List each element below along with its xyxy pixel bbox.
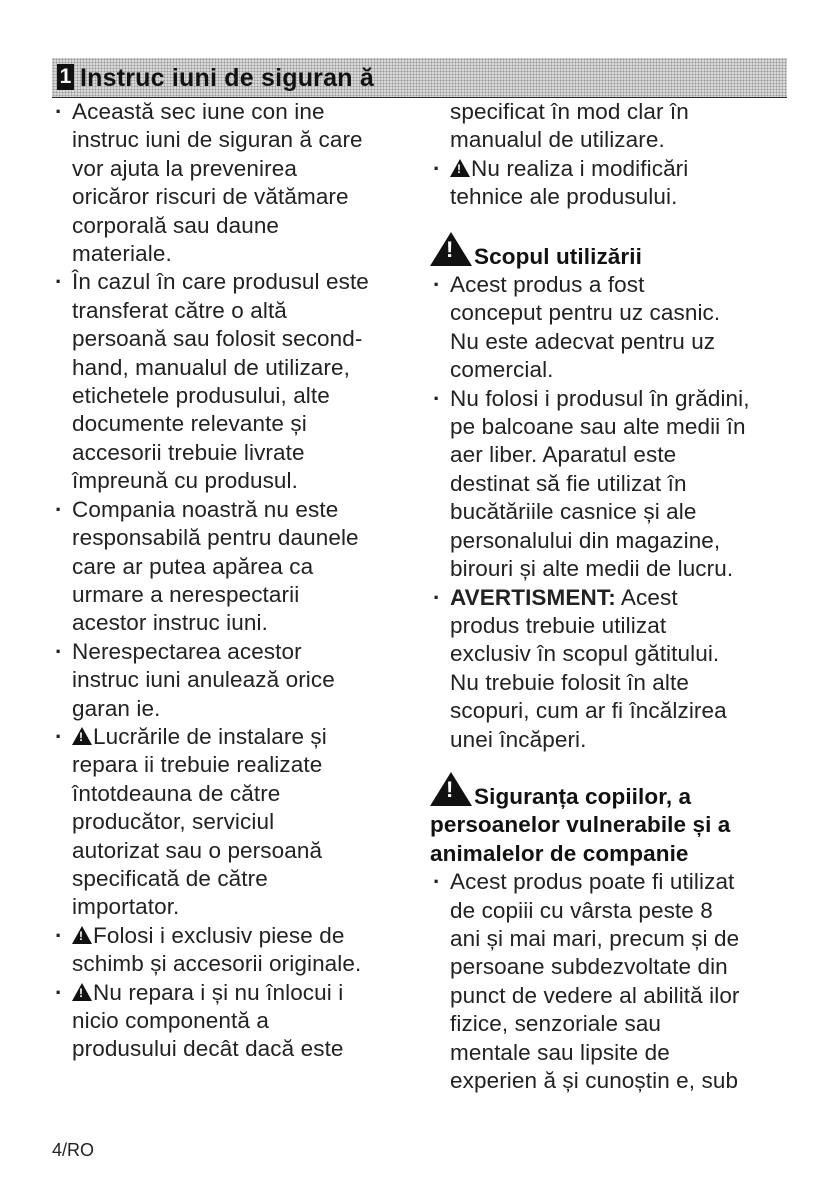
bullet-item xyxy=(52,979,412,1064)
section-title: Instruc iuni de siguran ă xyxy=(80,64,374,92)
bullet-line: unei încăperi. xyxy=(450,726,587,752)
bullet-line: punct de vedere al abilită ilor xyxy=(450,982,740,1008)
children-bullet-list xyxy=(430,868,790,1095)
bullet-line: fizice, senzoriale sau xyxy=(450,1011,662,1037)
bullet-item xyxy=(430,868,790,1095)
bullet-line: oricăror riscuri de vătămare xyxy=(72,184,349,210)
bullet-line: persoană sau folosit second- xyxy=(72,326,363,352)
bullet-line: Folosi i exclusiv piese de xyxy=(93,922,345,948)
subheading-line: persoanelor vulnerabile și a xyxy=(430,812,731,838)
warning-icon xyxy=(450,159,470,177)
bullet-line: experien ă și cunoștin e, sub xyxy=(450,1068,739,1093)
bullet-line: materiale. xyxy=(72,241,172,267)
bullet-line: specificată de către xyxy=(72,865,268,891)
bullet-line: comercial. xyxy=(450,357,554,383)
bullet-line: transferat către o altă xyxy=(72,297,287,323)
bullet-line: care ar putea apărea ca xyxy=(72,553,314,579)
page-number: 4/RO xyxy=(52,1140,95,1160)
bullet-line: Nu repara i și nu înlocui i xyxy=(93,979,344,1005)
bullet-item xyxy=(52,638,412,723)
warning-icon xyxy=(72,983,92,1001)
bullet-line: Acest xyxy=(615,584,678,610)
bullet-line: destinat să fie utilizat în xyxy=(450,470,687,496)
bullet-line: Nu folosi i produsul în grădini, xyxy=(450,385,750,411)
warning-label: AVERTISMENT: xyxy=(450,584,616,610)
continued-line: specificat în mod clar în xyxy=(450,99,689,124)
usage-bullet-list xyxy=(430,271,790,583)
bullet-line: întotdeauna de către xyxy=(72,780,281,806)
bullet-line: Acest produs poate fi utilizat xyxy=(450,869,735,895)
bullet-line: birouri și alte medii de lucru. xyxy=(450,556,734,582)
warning-icon xyxy=(430,232,472,266)
bullet-line: scopuri, cum ar fi încălzirea xyxy=(450,698,727,724)
bullet-line: împreună cu produsul. xyxy=(72,468,298,494)
subheading-children-safety xyxy=(430,772,790,868)
bullet-line: vor ajuta la prevenirea xyxy=(72,155,297,181)
bullet-line: importator. xyxy=(72,894,180,920)
bullet-line: conceput pentru uz casnic. xyxy=(450,300,721,326)
bullet-line: documente relevante și xyxy=(72,411,307,437)
right-list-top xyxy=(430,98,790,212)
bullet-line: schimb și accesorii originale. xyxy=(72,951,362,977)
bullet-item xyxy=(52,268,412,495)
continued-bullet xyxy=(430,98,790,155)
bullet-line: mentale sau lipsite de xyxy=(450,1039,670,1065)
bullet-item-modifications xyxy=(430,155,790,212)
bullet-line: accesorii trebuie livrate xyxy=(72,439,305,465)
subheading-text: Scopul utilizării xyxy=(474,243,642,269)
bullet-line: responsabilă pentru daunele xyxy=(72,525,359,551)
bullet-line: aer liber. Aparatul este xyxy=(450,442,677,468)
bullet-line: persoane subdezvoltate din xyxy=(450,954,728,980)
bullet-line: corporală sau daune xyxy=(72,212,280,238)
bullet-item xyxy=(52,98,412,268)
bullet-line: producător, serviciul xyxy=(72,809,275,835)
bullet-item xyxy=(52,496,412,638)
bullet-line: Acest produs a fost xyxy=(450,272,645,298)
bullet-line: bucătăriile casnice și ale xyxy=(450,499,697,525)
bullet-line: repara ii trebuie realizate xyxy=(72,752,323,778)
bullet-line: acestor instruc iuni. xyxy=(72,610,268,636)
bullet-item-warning xyxy=(430,584,790,754)
bullet-line: de copiii cu vârsta peste 8 xyxy=(450,897,713,923)
bullet-line: tehnice ale produsului. xyxy=(450,184,678,210)
warning-icon xyxy=(72,727,92,745)
subheading-line: animalelor de companie xyxy=(430,840,689,866)
bullet-line: ani și mai mari, precum și de xyxy=(450,925,740,951)
bullet-line: Nu este adecvat pentru uz xyxy=(450,328,716,354)
bullet-item xyxy=(52,723,412,922)
continued-line: manualul de utilizare. xyxy=(450,127,665,153)
bullet-line: hand, manualul de utilizare, xyxy=(72,354,350,380)
bullet-line: Nerespectarea acestor xyxy=(72,638,302,664)
bullet-line: personalului din magazine, xyxy=(450,527,721,553)
bullet-line: exclusiv în scopul gătitului. xyxy=(450,641,720,667)
bullet-line: instruc iuni de siguran ă care xyxy=(72,127,363,153)
subheading-line: Siguranța copiilor, a xyxy=(474,783,692,809)
right-column xyxy=(430,98,790,1095)
left-column xyxy=(52,98,412,1064)
bullet-line: Compania noastră nu este xyxy=(72,496,339,522)
bullet-line: În cazul în care produsul este xyxy=(72,269,369,295)
bullet-line: produsului decât dacă este xyxy=(72,1036,344,1062)
bullet-line: garan ie. xyxy=(72,695,161,721)
section-number: 1 xyxy=(57,64,74,90)
left-bullet-list xyxy=(52,98,412,1064)
bullet-line: urmare a nerespectarii xyxy=(72,581,300,607)
section-header xyxy=(52,58,787,98)
bullet-line: produs trebuie utilizat xyxy=(450,612,667,638)
bullet-line: Această sec iune con ine xyxy=(72,99,325,124)
bullet-line: nicio componentă a xyxy=(72,1008,269,1033)
warning-icon xyxy=(430,772,472,806)
bullet-line: pe balcoane sau alte medii în xyxy=(450,414,746,440)
bullet-item xyxy=(52,922,412,979)
bullet-item xyxy=(430,385,790,584)
bullet-line: etichetele produsului, alte xyxy=(72,383,330,409)
warning-icon xyxy=(72,926,92,944)
bullet-item xyxy=(430,271,790,385)
bullet-line: Nu trebuie folosit în alte xyxy=(450,669,689,695)
subheading-usage xyxy=(430,232,790,271)
bullet-line: autorizat sau o persoană xyxy=(72,837,323,863)
bullet-line: Lucrările de instalare și xyxy=(93,723,327,749)
warning-list xyxy=(430,584,790,754)
bullet-line: Nu realiza i modificări xyxy=(471,155,689,181)
bullet-line: instruc iuni anulează orice xyxy=(72,667,335,693)
